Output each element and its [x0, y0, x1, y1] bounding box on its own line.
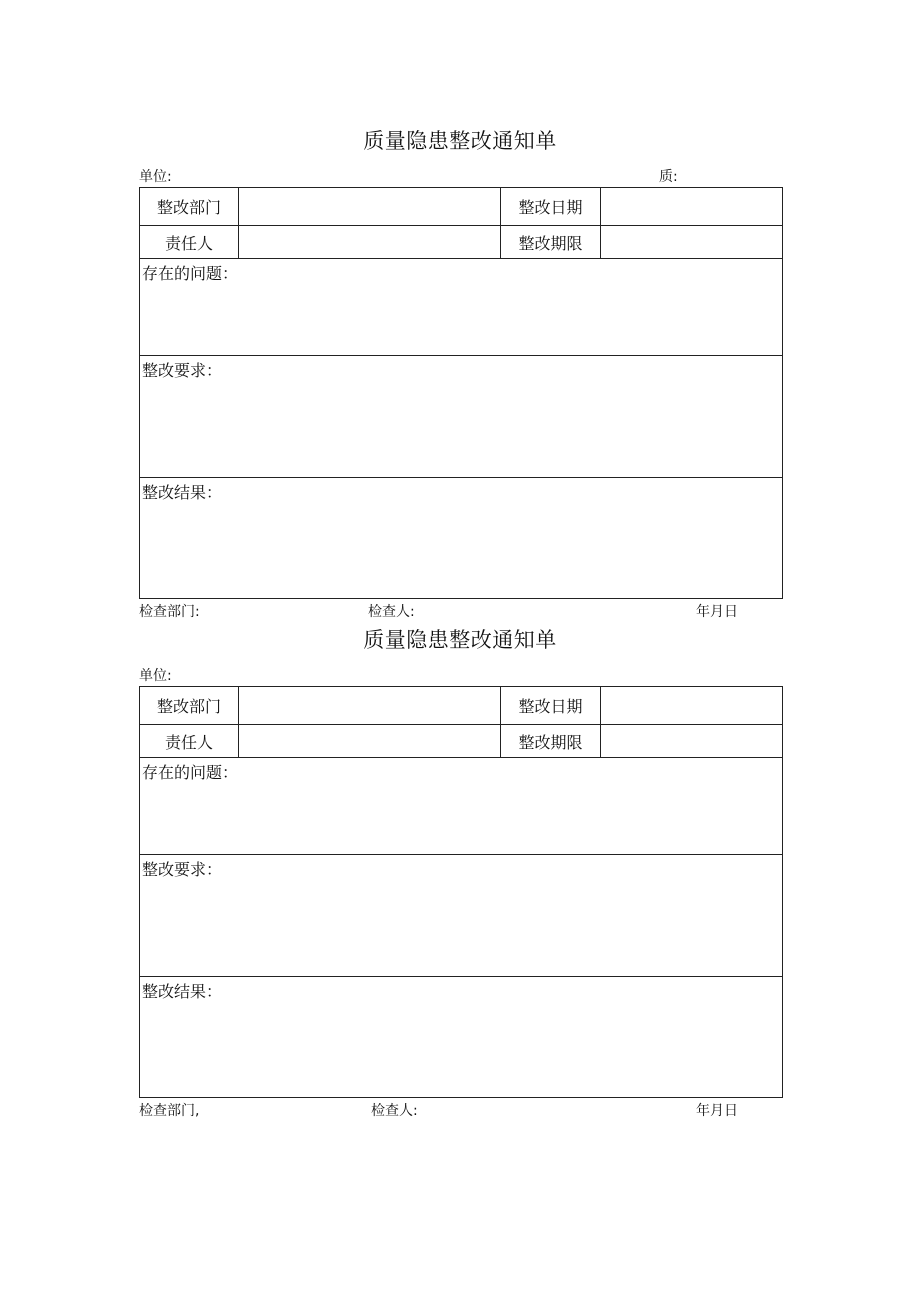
existing-problems-field[interactable]: [140, 758, 783, 855]
rectify-requirements-label: 整改要求：: [142, 860, 223, 879]
rectify-requirements-field[interactable]: [140, 855, 783, 977]
check-dept-label: 检查部门:: [139, 604, 200, 620]
footer-date-label: 年月日: [696, 1103, 738, 1119]
rectify-requirements-label: 整改要求：: [142, 361, 223, 380]
rectify-dept-field[interactable]: [239, 687, 501, 725]
rectify-results-field[interactable]: [140, 478, 783, 599]
rectify-date-field[interactable]: [601, 687, 783, 725]
rectify-deadline-field[interactable]: [601, 725, 783, 758]
notice-table: [139, 686, 783, 1098]
rectify-requirements-field[interactable]: [140, 356, 783, 478]
existing-problems-label: 存在的问题：: [142, 763, 239, 782]
rectify-results-label: 整改结果：: [142, 982, 223, 1001]
rectify-date-label: 整改日期: [501, 188, 601, 226]
existing-problems-label: 存在的问题：: [142, 264, 239, 283]
rectify-deadline-label: 整改期限: [501, 725, 601, 758]
inspector-label: 检查人:: [371, 1103, 418, 1119]
rectify-dept-label: 整改部门: [140, 188, 239, 226]
rectify-deadline-label: 整改期限: [501, 226, 601, 259]
rectify-deadline-field[interactable]: [601, 226, 783, 259]
responsible-person-field[interactable]: [239, 725, 501, 758]
rectify-dept-field[interactable]: [239, 188, 501, 226]
form-title: 质量隐患整改通知单: [363, 628, 557, 652]
unit-label: 单位:: [139, 668, 172, 684]
responsible-person-label: 责任人: [140, 226, 239, 259]
check-dept-label: 检查部门,: [139, 1103, 200, 1119]
rectify-results-label: 整改结果：: [142, 483, 223, 502]
rectify-date-field[interactable]: [601, 188, 783, 226]
footer-date-label: 年月日: [696, 604, 738, 620]
form-title: 质量隐患整改通知单: [363, 129, 557, 153]
unit-label: 单位:: [139, 169, 172, 185]
responsible-person-label: 责任人: [140, 725, 239, 758]
inspector-label: 检查人:: [368, 604, 415, 620]
rectify-dept-label: 整改部门: [140, 687, 239, 725]
quality-label: 质:: [659, 169, 678, 185]
notice-table: [139, 187, 783, 599]
responsible-person-field[interactable]: [239, 226, 501, 259]
existing-problems-field[interactable]: [140, 259, 783, 356]
rectify-results-field[interactable]: [140, 977, 783, 1098]
rectify-date-label: 整改日期: [501, 687, 601, 725]
